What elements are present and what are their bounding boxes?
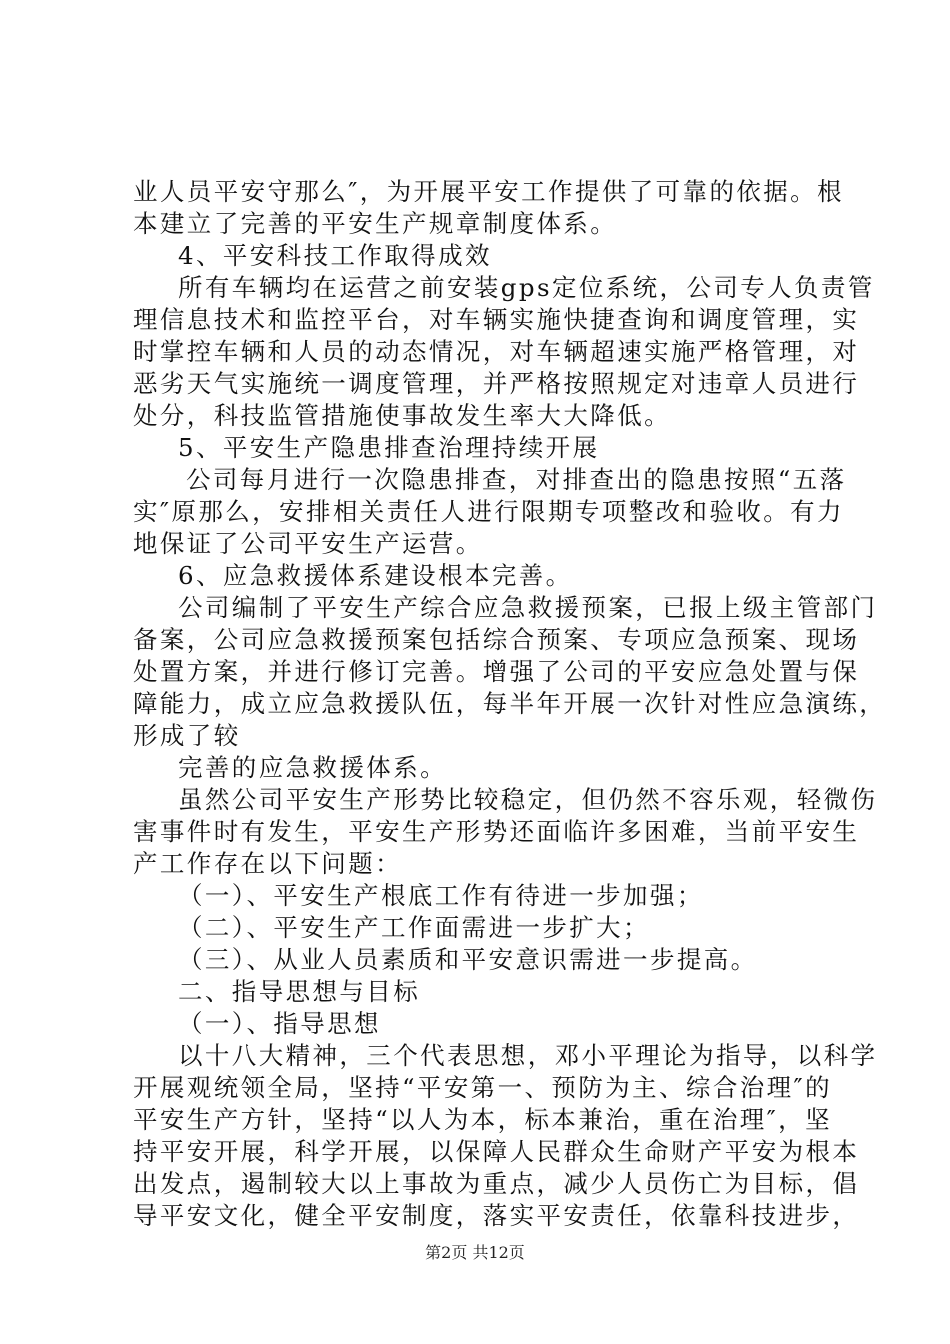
section-heading: 5、平安生产隐患排查治理持续开展 xyxy=(178,433,600,462)
list-item: （三）、从业人员素质和平安意识需进一步提高。 xyxy=(178,945,758,974)
text-line: 持平安开展，科学开展，以保障人民群众生命财产平安为根本 xyxy=(133,1137,860,1166)
text-line: 完善的应急救援体系。 xyxy=(178,753,447,782)
text-line: 本建立了完善的平安生产规章制度体系。 xyxy=(133,209,618,238)
text-line: 开展观统领全局，坚持“平安第一、预防为主、综合治理″的 xyxy=(133,1073,832,1102)
text-line: 业人员平安守那么″，为开展平安工作提供了可靠的依据。根 xyxy=(133,177,844,206)
text-line: 障能力，成立应急救援队伍，每半年开展一次针对性应急演练， xyxy=(133,689,887,718)
text-line: 以十八大精神，三个代表思想，邓小平理论为指导，以科学 xyxy=(178,1041,878,1070)
text-line: 时掌控车辆和人员的动态情况，对车辆超速实施严格管理，对 xyxy=(133,337,860,366)
text-line: 害事件时有发生，平安生产形势还面临许多困难，当前平安生 xyxy=(133,817,860,846)
section-heading: 二、指导思想与目标 xyxy=(178,977,421,1006)
text-line: 备案，公司应急救援预案包括综合预案、专项应急预案、现场 xyxy=(133,625,860,654)
text-line: 产工作存在以下问题： xyxy=(133,849,402,878)
text-line: 形成了较 xyxy=(133,721,241,750)
text-line: 理信息技术和监控平台，对车辆实施快捷查询和调度管理，实 xyxy=(133,305,860,334)
list-item: （一）、平安生产根底工作有待进一步加强； xyxy=(178,881,704,910)
text-line: 实″原那么，安排相关责任人进行限期专项整改和验收。有力 xyxy=(133,497,844,526)
text-line: 所有车辆均在运营之前安装gps定位系统，公司专人负责管 xyxy=(178,273,875,302)
subsection-heading: （一）、指导思想 xyxy=(178,1009,381,1038)
text-line: 公司编制了平安生产综合应急救援预案，已报上级主管部门 xyxy=(178,593,878,622)
text-line: 出发点，遏制较大以上事故为重点，减少人员伤亡为目标，倡 xyxy=(133,1169,860,1198)
text-line: 地保证了公司平安生产运营。 xyxy=(133,529,483,558)
text-line: 处分，科技监管措施使事故发生率大大降低。 xyxy=(133,401,671,430)
text-line: 平安生产方针，坚持“以人为本，标本兼治，重在治理″，坚 xyxy=(133,1105,832,1134)
text-line: 恶劣天气实施统一调度管理，并严格按照规定对违章人员进行 xyxy=(133,369,860,398)
page-number-footer: 第2页 共12页 xyxy=(425,1243,525,1262)
section-heading: 6、应急救援体系建设根本完善。 xyxy=(178,561,573,590)
text-line: 导平安文化，健全平安制度，落实平安责任，依靠科技进步， xyxy=(133,1201,860,1230)
text-line: 处置方案，并进行修订完善。增强了公司的平安应急处置与保 xyxy=(133,657,860,686)
section-heading: 4、平安科技工作取得成效 xyxy=(178,241,492,270)
text-line: 虽然公司平安生产形势比较稳定，但仍然不容乐观，轻微伤 xyxy=(178,785,878,814)
list-item: （二）、平安生产工作面需进一步扩大； xyxy=(178,913,650,942)
text-line: 公司每月进行一次隐患排查，对排查出的隐患按照“五落 xyxy=(186,465,847,494)
